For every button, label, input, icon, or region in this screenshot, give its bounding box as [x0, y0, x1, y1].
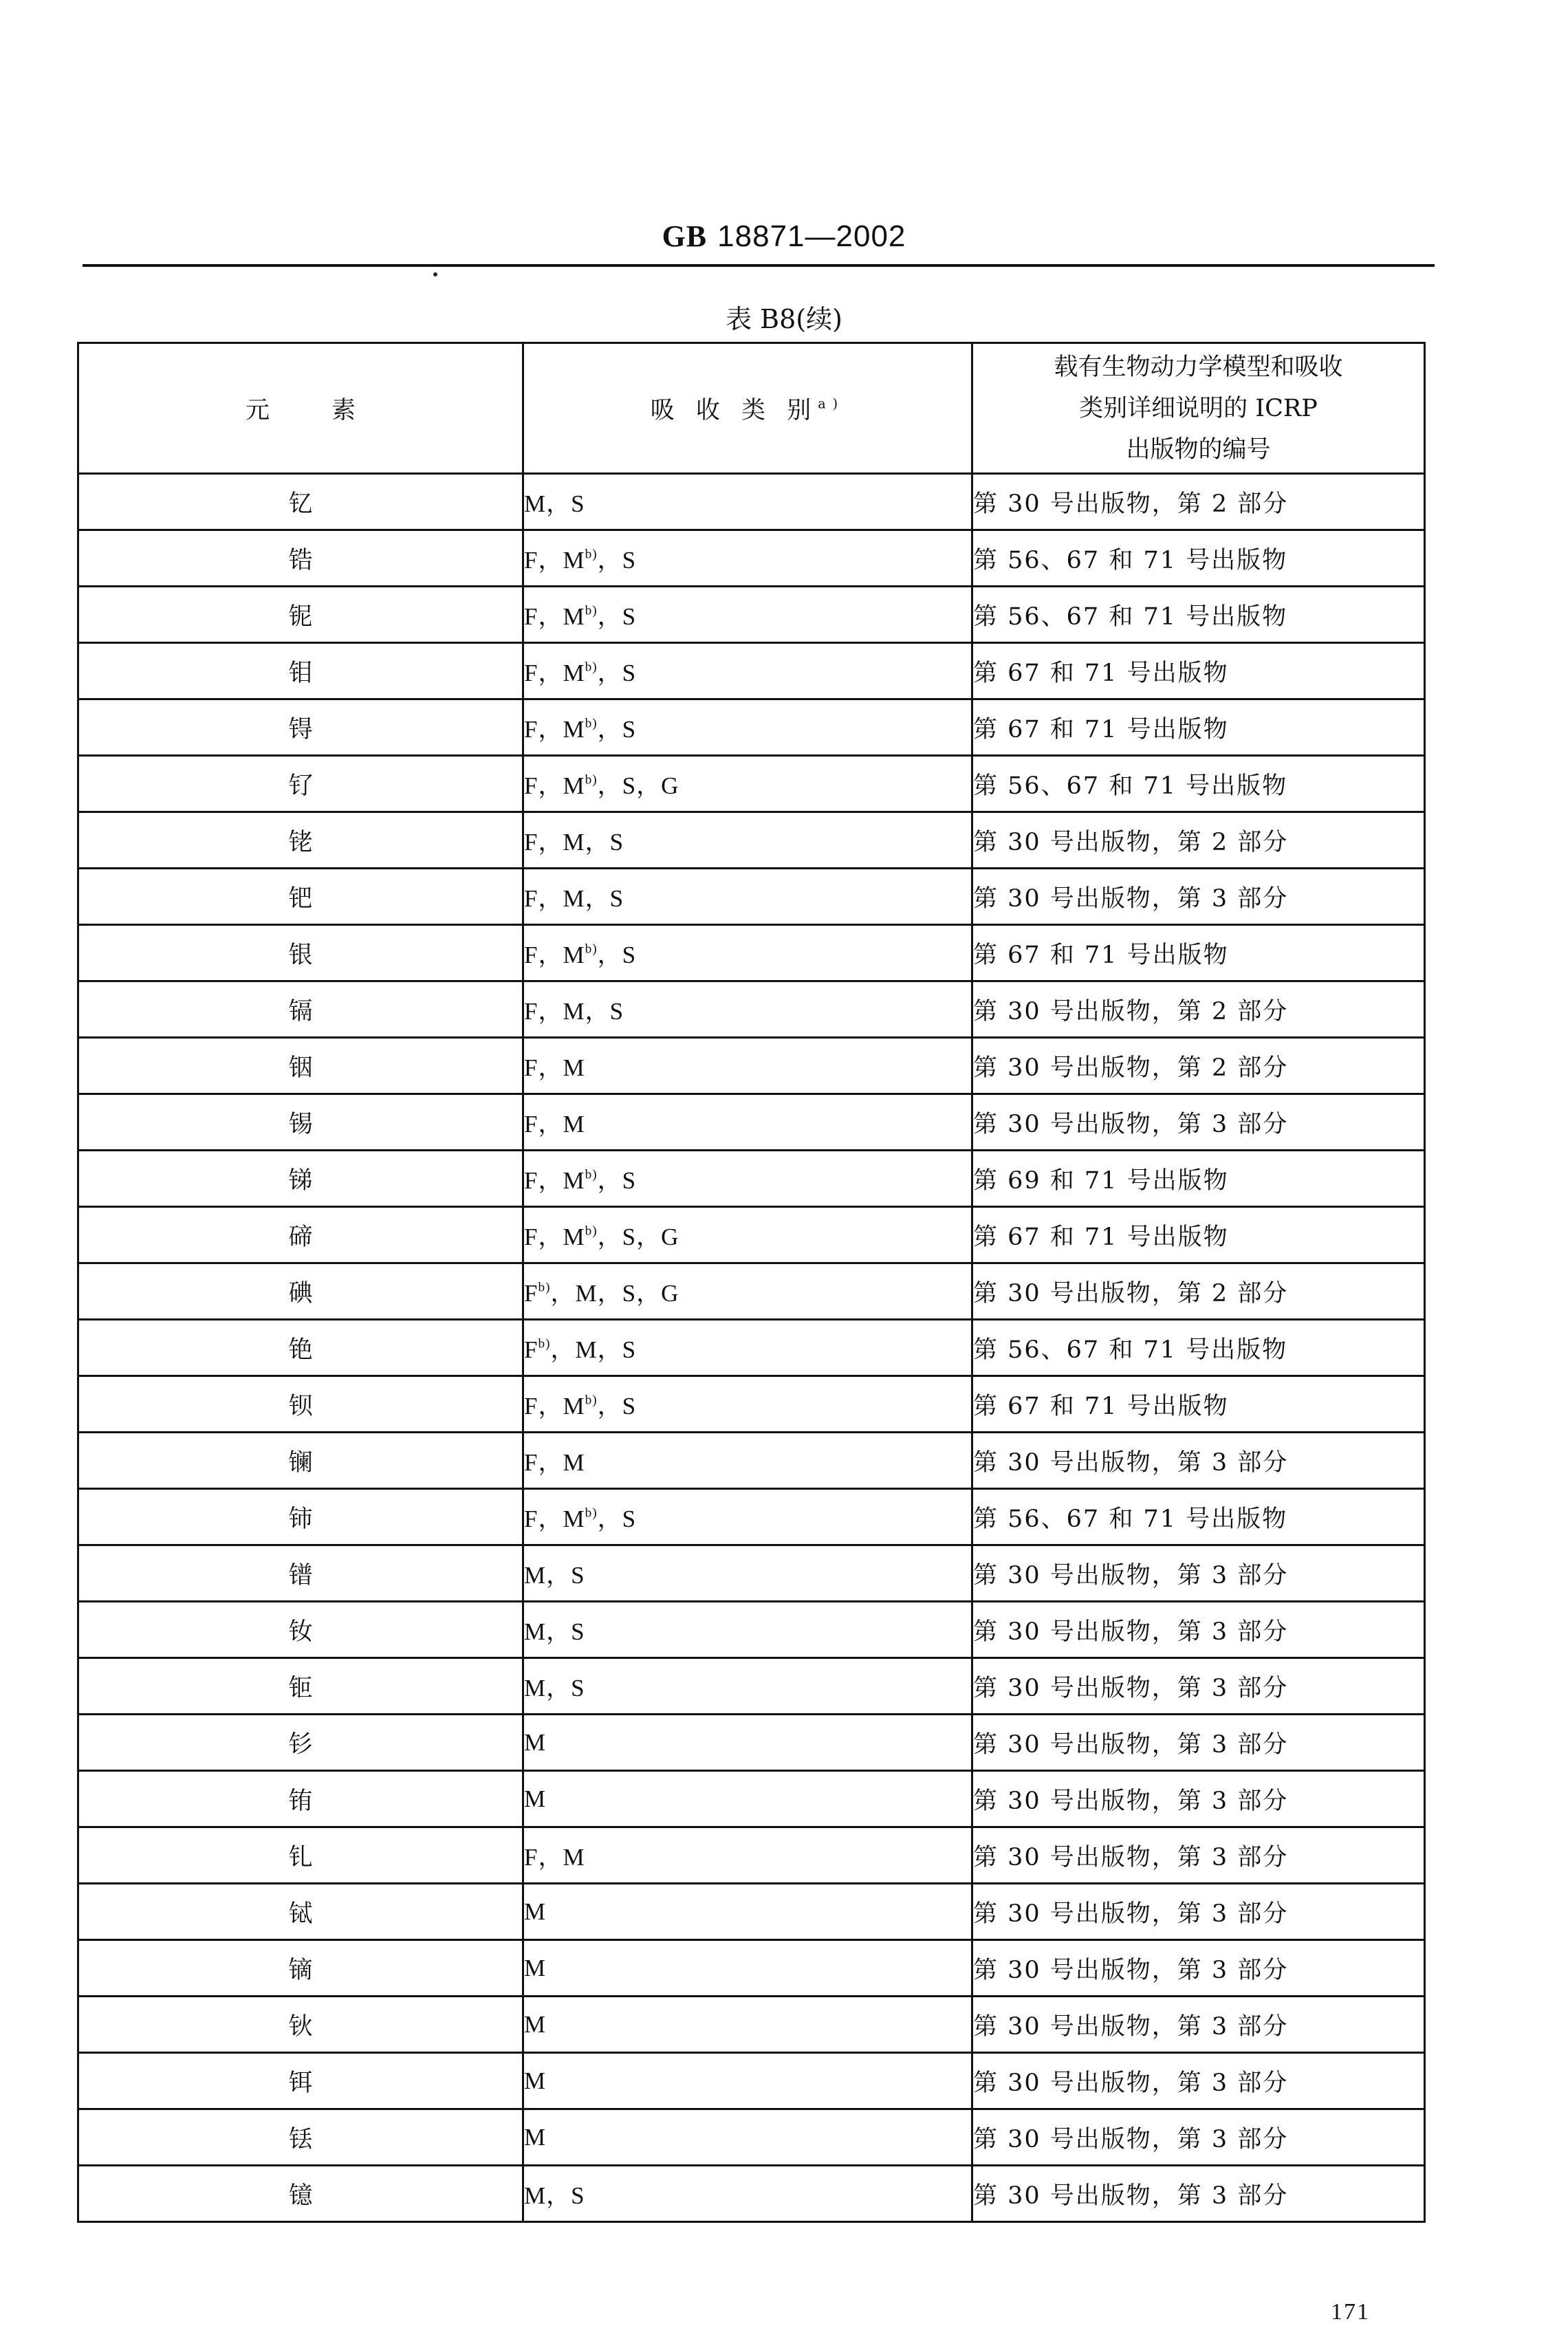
table-body	[78, 474, 1425, 2222]
absorption-class-cell	[523, 1094, 972, 1151]
absorption-class-cell	[523, 812, 972, 869]
footnote-marker: b)	[585, 603, 598, 618]
absorption-class-cell	[523, 1884, 972, 1940]
absorption-class-text: F，M	[524, 1166, 585, 1194]
absorption-class-cell	[523, 1038, 972, 1094]
standard-number: 18871—2002	[717, 219, 906, 253]
element-cell: 钇	[78, 474, 523, 530]
publication-cell: 第 30 号出版物，第 3 部分	[972, 1545, 1425, 1602]
footnote-marker: b)	[585, 660, 598, 675]
absorption-class-cell	[523, 1827, 972, 1884]
absorption-class-cell	[523, 1997, 972, 2053]
absorption-class-text: ，S，G	[597, 772, 679, 799]
absorption-class-cell	[523, 756, 972, 812]
element-cell: 钯	[78, 869, 523, 925]
table-row	[78, 699, 1425, 756]
absorption-class-cell	[523, 1320, 972, 1376]
absorption-class-cell	[523, 1489, 972, 1545]
absorption-class-cell	[523, 925, 972, 981]
table-row	[78, 1094, 1425, 1151]
element-cell: 镨	[78, 1545, 523, 1602]
element-cell: 钡	[78, 1376, 523, 1433]
absorption-class-cell	[523, 1602, 972, 1658]
publication-cell: 第 30 号出版物，第 3 部分	[972, 2166, 1425, 2222]
element-cell: 铌	[78, 587, 523, 643]
table-row	[78, 1602, 1425, 1658]
element-cell: 钐	[78, 1715, 523, 1771]
table-row	[78, 925, 1425, 981]
header-element-char-2: 素	[331, 396, 356, 424]
publication-cell: 第 30 号出版物，第 3 部分	[972, 1997, 1425, 2053]
absorption-class-text: ，S，G	[597, 1223, 679, 1250]
table-row	[78, 1884, 1425, 1940]
absorption-class-cell	[523, 530, 972, 587]
table-header-row	[78, 343, 1425, 474]
publication-cell: 第 30 号出版物，第 3 部分	[972, 1715, 1425, 1771]
absorption-class-cell	[523, 1940, 972, 1997]
publication-cell: 第 30 号出版物，第 3 部分	[972, 869, 1425, 925]
absorption-class-cell	[523, 1433, 972, 1489]
absorption-class-text: M	[524, 1954, 547, 1981]
absorption-class-cell	[523, 1715, 972, 1771]
footnote-marker: b)	[585, 1167, 598, 1182]
table-row	[78, 869, 1425, 925]
absorption-class-text: F，M	[524, 941, 585, 968]
standard-prefix: GB	[662, 219, 708, 253]
table-row	[78, 1207, 1425, 1263]
absorption-class-text: M，S	[524, 1618, 585, 1645]
element-cell: 镉	[78, 981, 523, 1038]
element-cell: 镧	[78, 1433, 523, 1489]
absorption-class-text: M	[524, 1785, 547, 1812]
table-row	[78, 1545, 1425, 1602]
absorption-class-text: F，M，S	[524, 997, 624, 1025]
element-cell: 镱	[78, 2166, 523, 2222]
table-row	[78, 2166, 1425, 2222]
absorption-class-text: M	[524, 2123, 547, 2151]
absorption-class-text: ，M，S，G	[550, 1279, 679, 1307]
element-cell: 铒	[78, 2053, 523, 2109]
publication-cell: 第 30 号出版物，第 3 部分	[972, 1940, 1425, 1997]
table-row	[78, 1771, 1425, 1827]
absorption-class-text: F，M	[524, 715, 585, 743]
table-caption: 表 B8(续)	[726, 304, 842, 334]
publication-cell: 第 30 号出版物，第 3 部分	[972, 1094, 1425, 1151]
publication-cell: 第 30 号出版物，第 3 部分	[972, 1433, 1425, 1489]
publication-cell: 第 30 号出版物，第 3 部分	[972, 2053, 1425, 2109]
footnote-marker: b)	[538, 1336, 551, 1351]
publication-cell: 第 69 和 71 号出版物	[972, 1151, 1425, 1207]
publication-cell: 第 67 和 71 号出版物	[972, 1207, 1425, 1263]
table-row	[78, 530, 1425, 587]
element-cell: 碲	[78, 1207, 523, 1263]
absorption-class-cell	[523, 699, 972, 756]
table-row	[78, 1715, 1425, 1771]
absorption-class-cell	[523, 2053, 972, 2109]
publication-cell: 第 56、67 和 71 号出版物	[972, 756, 1425, 812]
absorption-class-text: F，M	[524, 772, 585, 799]
element-cell: 铈	[78, 1489, 523, 1545]
absorption-class-text: ，S	[597, 715, 637, 743]
absorption-class-text: F，M	[524, 659, 585, 686]
absorption-class-text: M	[524, 2010, 547, 2038]
publication-cell: 第 56、67 和 71 号出版物	[972, 587, 1425, 643]
absorption-class-text: ，S	[597, 1392, 637, 1420]
table-row	[78, 587, 1425, 643]
publication-cell: 第 30 号出版物，第 2 部分	[972, 1263, 1425, 1320]
absorption-class-text: ，S	[597, 1166, 637, 1194]
absorption-class-text: F，M	[524, 1448, 585, 1476]
absorption-class-text: F，M	[524, 1843, 585, 1871]
absorption-class-cell	[523, 1658, 972, 1715]
table-row	[78, 1997, 1425, 2053]
element-cell: 锆	[78, 530, 523, 587]
element-cell: 钼	[78, 643, 523, 699]
absorption-class-cell	[523, 1545, 972, 1602]
absorption-class-cell	[523, 587, 972, 643]
publication-cell: 第 30 号出版物，第 3 部分	[972, 1827, 1425, 1884]
publication-cell: 第 30 号出版物，第 2 部分	[972, 1038, 1425, 1094]
table-row	[78, 1433, 1425, 1489]
element-cell: 镝	[78, 1940, 523, 1997]
publication-cell: 第 67 和 71 号出版物	[972, 643, 1425, 699]
publication-cell: 第 30 号出版物，第 2 部分	[972, 981, 1425, 1038]
table-row	[78, 812, 1425, 869]
element-absorption-table	[77, 342, 1426, 2223]
header-class-label: 吸 收 类 别	[650, 396, 818, 424]
header-pub-line-1: 载有生物动力学模型和吸收	[1054, 353, 1343, 381]
scan-speck	[433, 272, 437, 276]
header-class-footnote: a)	[818, 395, 845, 412]
absorption-class-text: F，M	[524, 1223, 585, 1250]
header-pub-line-2: 类别详细说明的 ICRP	[1079, 394, 1318, 422]
standard-header	[0, 219, 1568, 254]
absorption-class-text: F，M	[524, 1505, 585, 1532]
absorption-class-cell	[523, 1207, 972, 1263]
element-cell: 锝	[78, 699, 523, 756]
publication-cell: 第 56、67 和 71 号出版物	[972, 1320, 1425, 1376]
header-element	[78, 343, 523, 474]
element-cell: 锡	[78, 1094, 523, 1151]
publication-cell: 第 30 号出版物，第 2 部分	[972, 474, 1425, 530]
header-pub-line-3: 出版物的编号	[1126, 435, 1271, 464]
table-row	[78, 2109, 1425, 2166]
publication-cell: 第 67 和 71 号出版物	[972, 925, 1425, 981]
table-row	[78, 2053, 1425, 2109]
footnote-marker: b)	[585, 547, 598, 562]
element-cell: 银	[78, 925, 523, 981]
element-cell: 钌	[78, 756, 523, 812]
absorption-class-text: F，M	[524, 1054, 585, 1081]
footnote-marker: b)	[585, 1505, 598, 1521]
absorption-class-text: ，S	[597, 941, 637, 968]
publication-cell: 第 30 号出版物，第 3 部分	[972, 2109, 1425, 2166]
publication-cell: 第 30 号出版物，第 3 部分	[972, 1658, 1425, 1715]
absorption-class-cell	[523, 2166, 972, 2222]
absorption-class-cell	[523, 1376, 972, 1433]
absorption-class-text: M	[524, 2067, 547, 2094]
element-cell: 铥	[78, 2109, 523, 2166]
element-cell: 铯	[78, 1320, 523, 1376]
header-element-char-1: 元	[245, 396, 270, 424]
absorption-class-cell	[523, 869, 972, 925]
footnote-marker: b)	[585, 1224, 598, 1239]
absorption-class-cell	[523, 2109, 972, 2166]
absorption-class-text: ，S	[597, 659, 637, 686]
footnote-marker: b)	[585, 716, 598, 731]
absorption-class-text: M，S	[524, 2182, 585, 2209]
table-row	[78, 1038, 1425, 1094]
table-row	[78, 1263, 1425, 1320]
absorption-class-cell	[523, 981, 972, 1038]
table-row	[78, 1940, 1425, 1997]
element-cell: 铕	[78, 1771, 523, 1827]
absorption-class-text: F	[524, 1336, 538, 1363]
table-row	[78, 1489, 1425, 1545]
table-row	[78, 1658, 1425, 1715]
table-row	[78, 1151, 1425, 1207]
footnote-marker: b)	[585, 1393, 598, 1408]
publication-cell: 第 30 号出版物，第 3 部分	[972, 1771, 1425, 1827]
absorption-class-text: F	[524, 1279, 538, 1307]
publication-cell: 第 56、67 和 71 号出版物	[972, 530, 1425, 587]
table-row	[78, 756, 1425, 812]
table-row	[78, 1320, 1425, 1376]
publication-cell: 第 67 和 71 号出版物	[972, 1376, 1425, 1433]
absorption-class-cell	[523, 643, 972, 699]
publication-cell: 第 30 号出版物，第 3 部分	[972, 1602, 1425, 1658]
absorption-class-text: M，S	[524, 490, 585, 517]
absorption-class-text: F，M	[524, 602, 585, 630]
absorption-class-text: M	[524, 1728, 547, 1756]
table-row	[78, 1827, 1425, 1884]
table-row	[78, 474, 1425, 530]
absorption-class-cell	[523, 1771, 972, 1827]
absorption-class-cell	[523, 1263, 972, 1320]
absorption-class-text: ，M，S	[550, 1336, 637, 1363]
element-cell: 钆	[78, 1827, 523, 1884]
element-cell: 钕	[78, 1602, 523, 1658]
header-icrp-publication	[972, 343, 1425, 474]
absorption-class-text: F，M	[524, 1110, 585, 1138]
absorption-class-text: M	[524, 1898, 547, 1925]
absorption-class-text: ，S	[597, 1505, 637, 1532]
page-number: 171	[1331, 2299, 1370, 2325]
element-cell: 铟	[78, 1038, 523, 1094]
footnote-marker: b)	[585, 772, 598, 787]
element-cell: 钷	[78, 1658, 523, 1715]
absorption-class-text: F，M	[524, 1392, 585, 1420]
absorption-class-text: M，S	[524, 1674, 585, 1702]
footnote-marker: b)	[585, 942, 598, 957]
absorption-class-text: F，M，S	[524, 884, 624, 912]
publication-cell: 第 56、67 和 71 号出版物	[972, 1489, 1425, 1545]
absorption-class-text: F，M，S	[524, 828, 624, 856]
absorption-class-text: ，S	[597, 546, 637, 574]
table-row	[78, 981, 1425, 1038]
publication-cell: 第 30 号出版物，第 2 部分	[972, 812, 1425, 869]
element-cell: 钬	[78, 1997, 523, 2053]
footnote-marker: b)	[538, 1280, 551, 1295]
publication-cell: 第 67 和 71 号出版物	[972, 699, 1425, 756]
element-cell: 锑	[78, 1151, 523, 1207]
header-absorption-class	[523, 343, 972, 474]
element-cell: 铑	[78, 812, 523, 869]
table-row	[78, 1376, 1425, 1433]
header-rule	[83, 264, 1435, 267]
absorption-class-text: ，S	[597, 602, 637, 630]
absorption-class-cell	[523, 474, 972, 530]
absorption-class-cell	[523, 1151, 972, 1207]
absorption-class-text: M，S	[524, 1561, 585, 1589]
table-row	[78, 643, 1425, 699]
publication-cell: 第 30 号出版物，第 3 部分	[972, 1884, 1425, 1940]
absorption-class-text: F，M	[524, 546, 585, 574]
element-cell: 碘	[78, 1263, 523, 1320]
element-cell: 铽	[78, 1884, 523, 1940]
